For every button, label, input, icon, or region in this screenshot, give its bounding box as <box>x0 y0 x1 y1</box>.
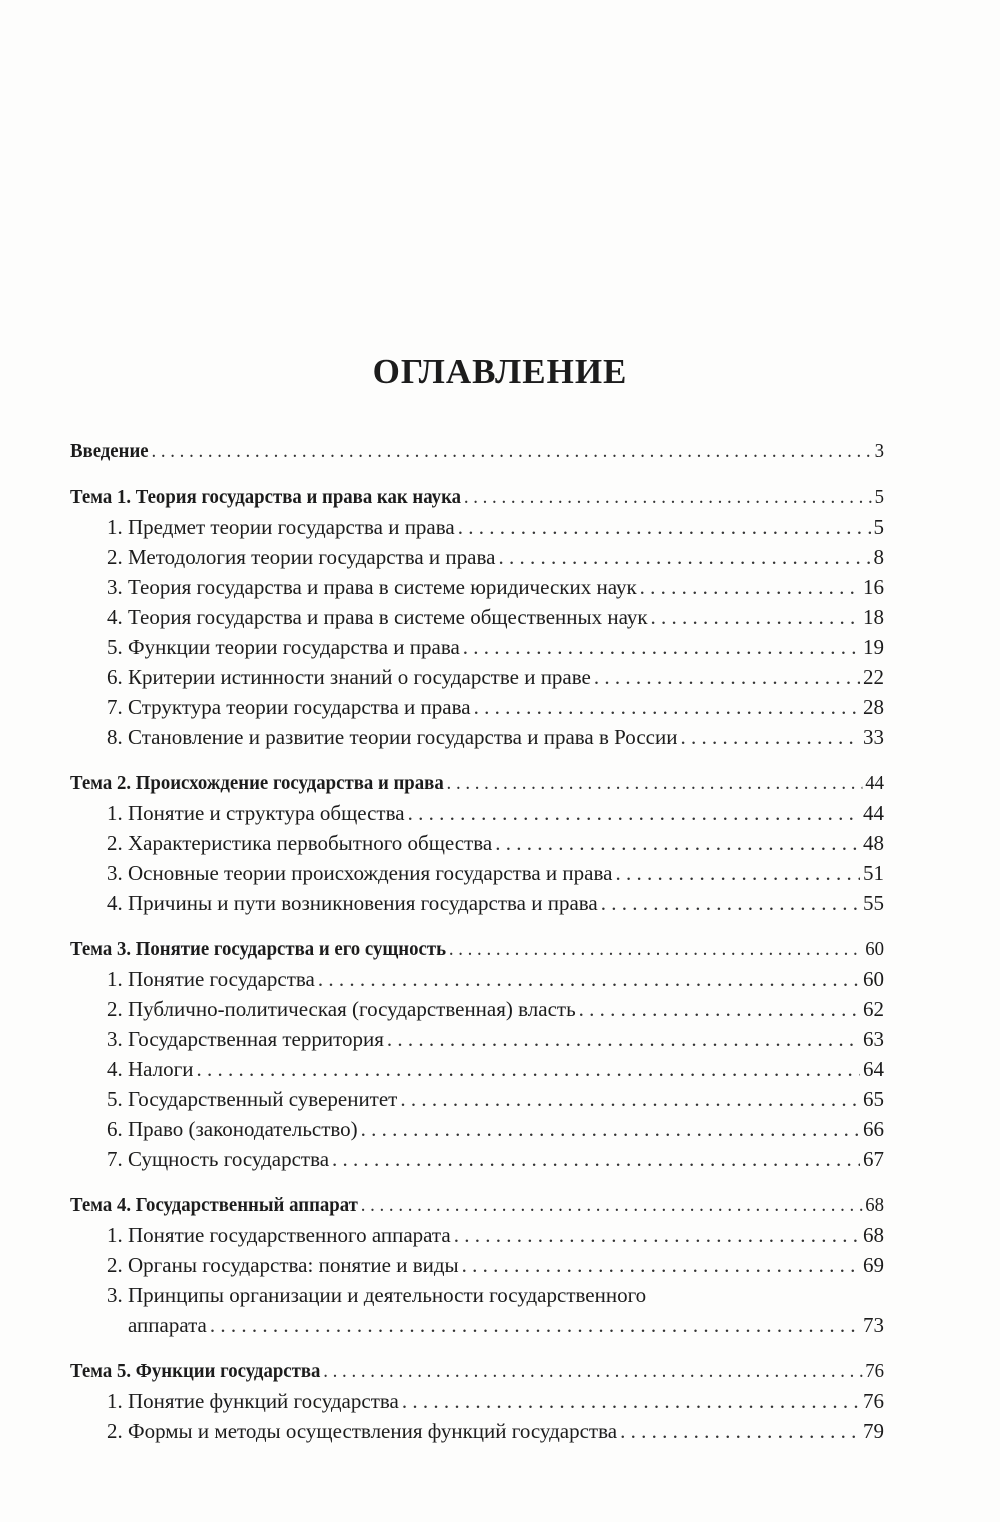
toc-section-entry <box>70 1084 884 1114</box>
toc-entry-label: 4. Налоги <box>107 1057 194 1081</box>
toc-chapter-entry <box>70 768 884 798</box>
dot-leader <box>601 888 860 918</box>
toc-entry-label: 2. Формы и методы осуществления функций государства <box>107 1419 618 1443</box>
dot-leader <box>197 1054 860 1084</box>
dot-leader <box>454 1220 860 1250</box>
toc-page-number: 55 <box>863 891 884 915</box>
toc-entry-label: 6. Критерии истинности знаний о государстве и праве <box>107 665 591 689</box>
toc-page-number: 19 <box>863 635 884 659</box>
toc-entry-label: 4. Теория государства и права в системе общественных наук <box>107 605 648 629</box>
toc-section-entry <box>70 1054 884 1084</box>
toc-page-number: 63 <box>863 1027 884 1051</box>
toc-entry-label: 7. Структура теории государства и права <box>107 695 471 719</box>
toc-section-entry <box>70 798 884 828</box>
toc-entry-label: 2. Методология теории государства и права <box>107 545 496 569</box>
dot-leader <box>361 1190 863 1220</box>
toc-page-number: 60 <box>865 938 885 960</box>
toc-section-entry <box>70 602 884 632</box>
toc-page-number: 8 <box>873 545 884 569</box>
toc-entry-label: 1. Понятие государственного аппарата <box>107 1223 451 1247</box>
dot-leader <box>620 1416 860 1446</box>
toc-entry-label: Тема 3. Понятие государства и его сущность <box>70 938 447 960</box>
toc-page-number: 28 <box>863 695 884 719</box>
dot-leader <box>498 542 870 572</box>
toc-page-number: 5 <box>874 486 885 508</box>
dot-leader <box>640 572 860 602</box>
toc-entry-label: 1. Понятие функций государства <box>107 1389 399 1413</box>
toc-section-entry <box>70 888 884 918</box>
toc-section-entry <box>70 1280 884 1310</box>
table-of-contents <box>70 436 884 1446</box>
toc-chapter-entry <box>70 1190 884 1220</box>
toc-page-number: 69 <box>863 1253 884 1277</box>
toc-page-number: 5 <box>873 515 884 539</box>
toc-entry-label: 3. Принципы организации и деятельности государственного <box>107 1283 647 1307</box>
toc-page-number: 79 <box>863 1419 884 1443</box>
toc-section-entry <box>70 994 884 1024</box>
toc-section-entry <box>70 1250 884 1280</box>
page-title: ОГЛАВЛЕНИЕ <box>372 352 628 391</box>
dot-leader <box>210 1310 860 1340</box>
toc-page-number: 68 <box>865 1194 885 1216</box>
toc-section-entry <box>70 512 884 542</box>
toc-page-number: 76 <box>863 1389 884 1413</box>
toc-section-entry <box>70 1024 884 1054</box>
toc-page-number: 48 <box>863 831 884 855</box>
toc-chapter-entry <box>70 482 884 512</box>
toc-section-entry <box>70 692 884 722</box>
toc-gap <box>70 918 884 934</box>
toc-entry-label: 2. Органы государства: понятие и виды <box>107 1253 459 1277</box>
toc-entry-label: 3. Государственная территория <box>107 1027 384 1051</box>
dot-leader <box>400 1084 860 1114</box>
toc-section-entry <box>70 1416 884 1446</box>
toc-page-number: 73 <box>863 1313 884 1337</box>
toc-page-number: 62 <box>863 997 884 1021</box>
toc-entry-label: 3. Теория государства и права в системе юридических наук <box>107 575 637 599</box>
toc-section-entry <box>70 1114 884 1144</box>
dot-leader <box>332 1144 860 1174</box>
dot-leader <box>462 1250 860 1280</box>
toc-entry-label: 7. Сущность государства <box>107 1147 330 1171</box>
toc-entry-label: 8. Становление и развитие теории государства и права в России <box>107 725 678 749</box>
toc-entry-label: Введение <box>70 440 149 462</box>
toc-page-number: 65 <box>863 1087 884 1111</box>
toc-section-entry <box>70 662 884 692</box>
toc-page-number: 44 <box>863 801 884 825</box>
dot-leader <box>651 602 860 632</box>
toc-page-number: 3 <box>874 440 885 462</box>
toc-entry-label: Тема 2. Происхождение государства и права <box>70 772 444 794</box>
toc-page-number: 66 <box>863 1117 884 1141</box>
toc-page-number: 51 <box>863 861 884 885</box>
toc-gap <box>70 466 884 482</box>
toc-section-entry <box>70 828 884 858</box>
dot-leader <box>151 436 871 466</box>
toc-entry-label: Тема 1. Теория государства и права как наука <box>70 486 462 508</box>
toc-entry-label: 5. Государственный суверенитет <box>107 1087 398 1111</box>
dot-leader <box>402 1386 860 1416</box>
toc-page-number: 18 <box>863 605 884 629</box>
toc-section-entry <box>70 1220 884 1250</box>
dot-leader <box>318 964 860 994</box>
toc-chapter-entry <box>70 1356 884 1386</box>
toc-page-number: 22 <box>863 665 884 689</box>
toc-section-entry <box>70 722 884 752</box>
dot-leader <box>458 512 871 542</box>
dot-leader <box>447 768 863 798</box>
toc-section-entry <box>70 858 884 888</box>
toc-entry-label: 6. Право (законодательство) <box>107 1117 358 1141</box>
toc-entry-label: 2. Характеристика первобытного общества <box>107 831 493 855</box>
toc-chapter-entry <box>70 436 884 466</box>
dot-leader <box>680 722 860 752</box>
toc-page-number: 76 <box>865 1360 885 1382</box>
dot-leader <box>361 1114 860 1144</box>
toc-section-entry <box>70 572 884 602</box>
toc-page-number: 16 <box>863 575 884 599</box>
toc-gap <box>70 1174 884 1190</box>
dot-leader <box>615 858 860 888</box>
toc-page-number: 33 <box>863 725 884 749</box>
toc-chapter-entry <box>70 934 884 964</box>
toc-entry-label: 1. Предмет теории государства и права <box>107 515 455 539</box>
toc-entry-label: 1. Понятие государства <box>107 967 315 991</box>
toc-section-entry <box>70 632 884 662</box>
dot-leader <box>449 934 863 964</box>
toc-gap <box>70 1340 884 1356</box>
dot-leader <box>594 662 860 692</box>
dot-leader <box>579 994 860 1024</box>
toc-page-number: 64 <box>863 1057 884 1081</box>
toc-entry-label: 5. Функции теории государства и права <box>107 635 460 659</box>
dot-leader <box>464 482 872 512</box>
toc-entry-label: 3. Основные теории происхождения государства и права <box>107 861 613 885</box>
toc-page-number: 44 <box>865 772 885 794</box>
toc-page-number: 60 <box>863 967 884 991</box>
dot-leader <box>463 632 860 662</box>
toc-section-entry <box>70 542 884 572</box>
toc-entry-label: 4. Причины и пути возникновения государства и права <box>107 891 598 915</box>
toc-entry-label: 1. Понятие и структура общества <box>107 801 405 825</box>
dot-leader <box>408 798 860 828</box>
toc-entry-label: Тема 4. Государственный аппарат <box>70 1194 358 1216</box>
dot-leader <box>387 1024 860 1054</box>
dot-leader <box>495 828 860 858</box>
toc-page-number: 67 <box>863 1147 884 1171</box>
toc-gap <box>70 752 884 768</box>
toc-section-entry <box>70 1144 884 1174</box>
toc-entry-label: Тема 5. Функции государства <box>70 1360 321 1382</box>
toc-section-entry <box>70 1386 884 1416</box>
toc-section-entry <box>70 964 884 994</box>
dot-leader <box>474 692 860 722</box>
toc-section-entry-continued <box>70 1310 884 1340</box>
toc-entry-label-continued: аппарата <box>128 1313 207 1337</box>
dot-leader <box>323 1356 862 1386</box>
toc-page-number: 68 <box>863 1223 884 1247</box>
toc-entry-label: 2. Публично-политическая (государственная) власть <box>107 997 576 1021</box>
